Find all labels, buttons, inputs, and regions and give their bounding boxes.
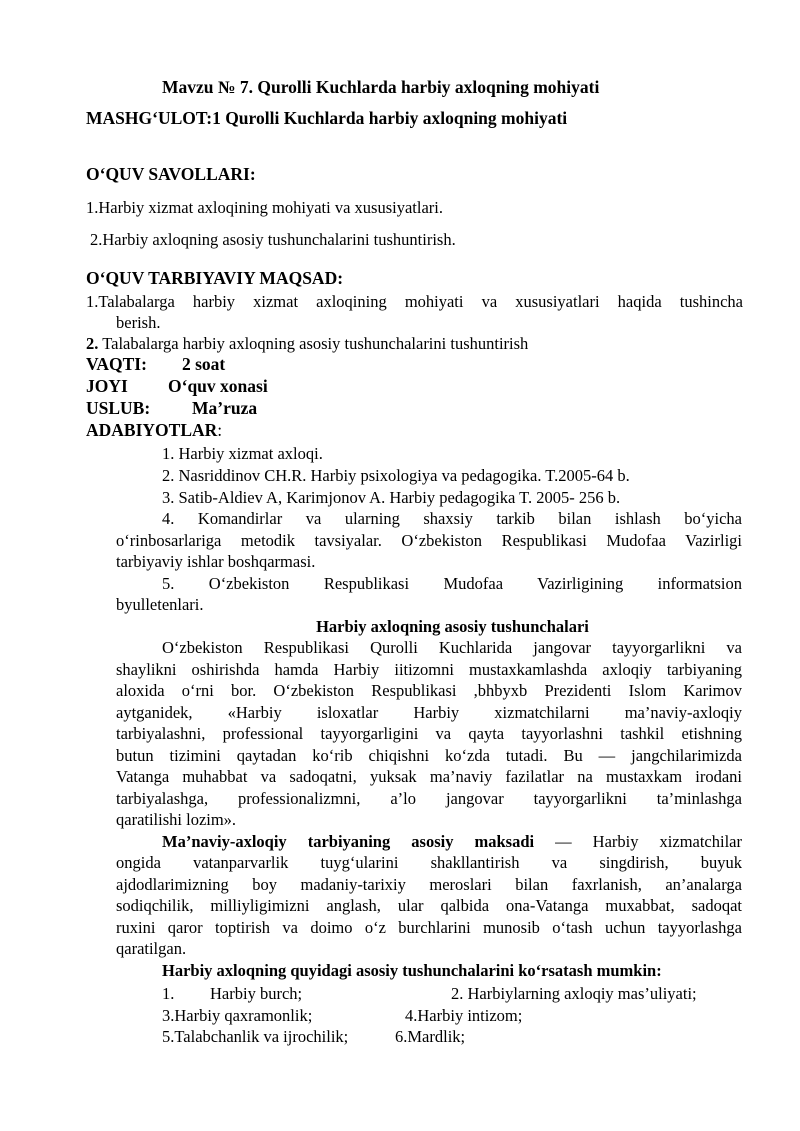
literature-item-2: 2. Nasriddinov CH.R. Harbiy psixologiya va pedagogika. T.2005-64 b. xyxy=(162,466,630,485)
list-item-1-number: 1. xyxy=(162,984,175,1003)
list-item-2: 2. Harbiylarning axloqiy mas’uliyati; xyxy=(451,984,697,1003)
paragraph-1-line: qaratilishi lozim». xyxy=(116,810,237,829)
goal-item-1-line-2: berish. xyxy=(116,313,161,332)
literature-heading xyxy=(86,420,222,441)
method-value: Ma’ruza xyxy=(192,398,258,418)
literature-item-5-line-1: 5. O‘zbekiston Respublikasi Mudofaa Vazirligining informatsion xyxy=(162,574,742,593)
goal-heading: O‘QUV TARBIYAVIY MAQSAD: xyxy=(86,268,344,288)
goal-item-2-text: Talabalarga harbiy axloqning asosiy tushunchalarini tushuntirish xyxy=(98,334,529,353)
literature-colon: : xyxy=(217,420,223,440)
place-label: JOYI xyxy=(86,376,128,396)
literature-item-3: 3. Satib-Aldiev A, Karimjonov A. Harbiy pedagogika T. 2005- 256 b. xyxy=(162,488,621,507)
paragraph-1-line: shaylikni oshirishda hamda Harbiy iitizomni mustaxkamlashda axloqiy tarbiyaning xyxy=(116,660,742,679)
method-label: USLUB: xyxy=(86,398,151,418)
paragraph-1-line: aloxida o‘rni bor. O‘zbekiston Respublikasi ,bhbyxb Prezidenti Islom Karimov xyxy=(116,681,742,700)
paragraph-1-line: tarbiyalashni, professional tayyorgarligini va qayta tayyorlashni tashkil etishning xyxy=(116,724,742,743)
paragraph-2-first-rest: — Harbiy xizmatchilar xyxy=(534,832,742,851)
list-heading: Harbiy axloqning quyidagi asosiy tushunchalarini ko‘rsatash mumkin: xyxy=(162,961,662,980)
paragraph-1-line: Vatanga muhabbat va sadoqatni, yuksak ma’naviy fazilatlar na mustaxkam irodani xyxy=(116,767,742,786)
time-value: 2 soat xyxy=(182,354,226,374)
paragraph-2-bold: Ma’naviy-axloqiy tarbiyaning asosiy maksadi xyxy=(162,832,535,851)
list-item-1: Harbiy burch; xyxy=(210,984,303,1003)
time-label: VAQTI: xyxy=(86,354,147,374)
literature-item-4-line-2: o‘rinbosarlariga metodik tavsiyalar. O‘zbekiston Respublikasi Mudofaa Vazirligi xyxy=(116,531,742,550)
literature-label: ADABIYOTLAR xyxy=(86,420,218,440)
list-item-4: 4.Harbiy intizom; xyxy=(405,1006,523,1025)
goal-item-1-line-1: 1.Talabalarga harbiy xizmat axloqining mohiyati va xususiyatlari haqida tushincha xyxy=(86,292,743,311)
list-item-5: 5.Talabchanlik va ijrochilik; xyxy=(162,1027,349,1046)
paragraph-2-line: ongida vatanparvarlik tuyg‘ularini shakllantirish va singdirish, buyuk xyxy=(116,853,742,872)
title-text: . Qurolli Kuchlarda harbiy axloqning mohiyati xyxy=(248,77,600,97)
question-item-2: 2.Harbiy axloqning asosiy tushunchalarini tushuntirish. xyxy=(90,230,456,249)
paragraph-2-line: sodiqchilik, milliyligimizni anglash, ular qalbida ona-Vatanga muxabbat, sadoqat xyxy=(116,896,742,915)
literature-item-4-line-3: tarbiyaviy ishlar boshqarmasi. xyxy=(116,552,316,571)
literature-item-4-line-1: 4. Komandirlar va ularning shaxsiy tarkib bilan ishlash bo‘yicha xyxy=(162,509,742,528)
list-item-6: 6.Mardlik; xyxy=(395,1027,466,1046)
questions-heading: O‘QUV SAVOLLARI: xyxy=(86,164,256,184)
paragraph-1-line: tarbiyalashga, professionalizmni, a’lo jangovar tayyorgarlikni ta’minlashga xyxy=(116,789,742,808)
paragraph-2-line: ruxini qaror toptirish va doimo o‘z burchlarini munosib o‘tash uchun tayyorlashga xyxy=(116,918,742,937)
title-prefix: Mavzu № 7 xyxy=(162,77,249,97)
place-value: O‘quv xonasi xyxy=(168,376,268,396)
lesson-title: MASHG‘ULOT:1 Qurolli Kuchlarda harbiy axloqning mohiyati xyxy=(86,108,568,128)
paragraph-1-line: O‘zbekiston Respublikasi Qurolli Kuchlarida jangovar tayyorgarlikni va xyxy=(162,638,742,657)
section-heading: Harbiy axloqning asosiy tushunchalari xyxy=(316,617,589,636)
paragraph-2-first-line xyxy=(162,831,742,852)
page-title xyxy=(162,77,599,98)
paragraph-2-line: qaratilgan. xyxy=(116,939,187,958)
question-item-1: 1.Harbiy xizmat axloqining mohiyati va xususiyatlari. xyxy=(86,198,443,217)
goal-item-2-number: 2. xyxy=(86,334,99,353)
goal-item-2 xyxy=(86,333,528,354)
paragraph-1-line: aytganidek, «Harbiy isloxatlar Harbiy xizmatchilarni ma’naviy-axloqiy xyxy=(116,703,742,722)
list-item-3: 3.Harbiy qaxramonlik; xyxy=(162,1006,313,1025)
literature-item-5-line-2: byulletenlari. xyxy=(116,595,204,614)
paragraph-2-line: ajdodlarimizning boy madaniy-tarixiy meroslari bilan faxrlanish, an’analarga xyxy=(116,875,742,894)
literature-item-1: 1. Harbiy xizmat axloqi. xyxy=(162,444,323,463)
paragraph-1-line: butun tizimini qaytadan ko‘rib chiqishni ko‘zda tutadi. Bu — jangchilarimizda xyxy=(116,746,742,765)
